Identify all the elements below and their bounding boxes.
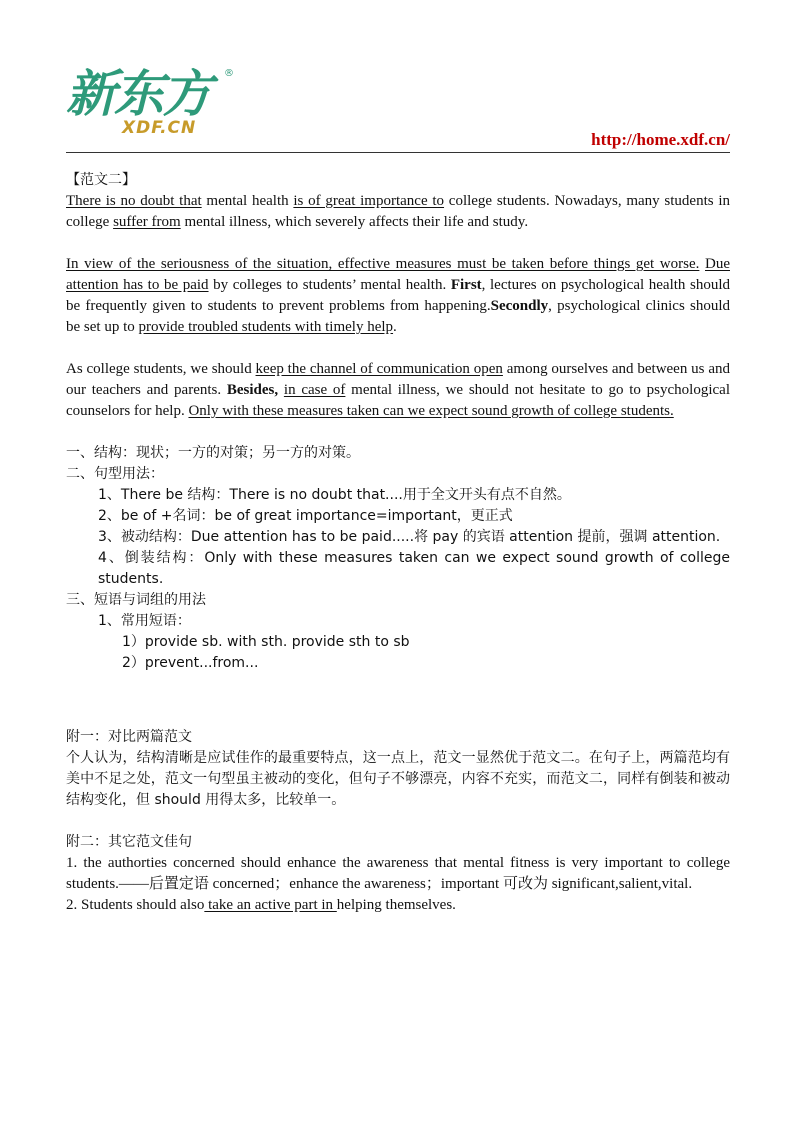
note-line: 3、被动结构：Due attention has to be paid.....将 pay 的宾语 attention 提前，强调 attention. xyxy=(98,529,721,545)
note-line: 二、句型用法： xyxy=(66,466,164,482)
p2-text: by colleges to students’ mental health xyxy=(208,277,443,293)
header-url[interactable]: http://home.xdf.cn/ xyxy=(591,130,730,149)
appendix1-body: 个人认为，结构清晰是应试佳作的最重要特点，这一点上，范文一显然优于范文二。在句子上，两篇范均有美中不足之处，范文一句型虽主被动的变化，但句子不够漂亮，内容不充实，而范文二，同样有倒装和被动结构变化，但 should 用得太多，比较单一。 xyxy=(66,750,730,808)
p2-text: , lectures on psychological health should be frequently given to students to prevent problems from happening. xyxy=(66,277,731,314)
essay-paragraph-1 xyxy=(66,191,730,233)
note-line: 1）provide sb. with sth. provide sth to sb xyxy=(122,634,410,650)
p1-phrase: suffer from xyxy=(113,214,181,230)
p2-phrase: provide troubled students with timely help xyxy=(138,319,394,335)
document-body xyxy=(66,170,730,916)
p1-text: college students. Nowadays, many students in college xyxy=(66,193,731,230)
header-rule xyxy=(66,152,730,153)
p2-text: . xyxy=(393,319,397,335)
item2-text: 2. Students should also xyxy=(66,897,205,913)
note-line: 2、be of +名词：be of great importance=important，更正式 xyxy=(98,508,513,524)
p3-phrase: in case of xyxy=(283,382,346,398)
p3-phrase: keep the channel of communication open xyxy=(255,361,503,377)
logo-chinese-text: 新东方 xyxy=(66,65,210,123)
p1-text: mental illness, which severely affects their life and study. xyxy=(180,214,529,230)
appendix2-item-2 xyxy=(66,895,730,916)
note-line: 4、倒装结构：Only with these measures taken can we expect sound growth of college students. xyxy=(98,550,730,587)
p2-text: , psychological clinics should be set up to xyxy=(66,298,730,335)
essay-paragraph-3 xyxy=(66,359,730,422)
p1-text: mental health xyxy=(201,193,294,209)
p2-text: . xyxy=(442,277,451,293)
p1-phrase: is of great importance to xyxy=(293,193,445,209)
appendix2-item-1: 1. the authorties concerned should enhance the awareness that mental fitness is very important to college students.——后置定语 concerned；enhance the awareness；important 可改为 significant,salient,vital. xyxy=(66,855,730,892)
essay-paragraph-2 xyxy=(66,254,730,338)
note-line: 1、There be 结构：There is no doubt that....用于全文开头有点不自然。 xyxy=(98,487,571,503)
note-line: 三、短语与词组的用法 xyxy=(66,592,206,608)
p2-phrase: In view of the seriousness of the situation, effective measures must be taken before things get worse. xyxy=(66,256,700,272)
appendix1-title: 附一：对比两篇范文 xyxy=(66,729,192,745)
p3-text: mental illness, we should not hesitate to go to psychological counselors for help. xyxy=(66,382,730,419)
p2-bold: First xyxy=(450,277,482,293)
xdf-logo xyxy=(66,65,246,138)
appendix2-title: 附二：其它范文佳句 xyxy=(66,834,192,850)
item2-phrase: take an active part in xyxy=(204,897,337,913)
p1-phrase: There is no doubt that xyxy=(66,193,202,209)
p3-bold: Besides, xyxy=(226,382,279,398)
registered-mark: ® xyxy=(224,68,234,79)
note-line: 2）prevent...from... xyxy=(122,655,259,671)
p2-bold: Secondly xyxy=(490,298,549,314)
p3-text: As college students, we should xyxy=(66,361,256,377)
p3-phrase: Only with these measures taken can we expect sound growth of college students. xyxy=(188,403,674,419)
logo-english-text: XDF.CN xyxy=(122,118,197,138)
p2-phrase: Due attention has to be paid xyxy=(66,256,730,293)
note-line: 1、常用短语： xyxy=(98,613,191,629)
essay-title: 【范文二】 xyxy=(66,172,136,188)
item2-text: helping themselves. xyxy=(336,897,456,913)
p3-text: among ourselves and between us and our teachers and parents. xyxy=(66,361,730,398)
note-line: 一、结构：现状；一方的对策；另一方的对策。 xyxy=(66,445,360,461)
